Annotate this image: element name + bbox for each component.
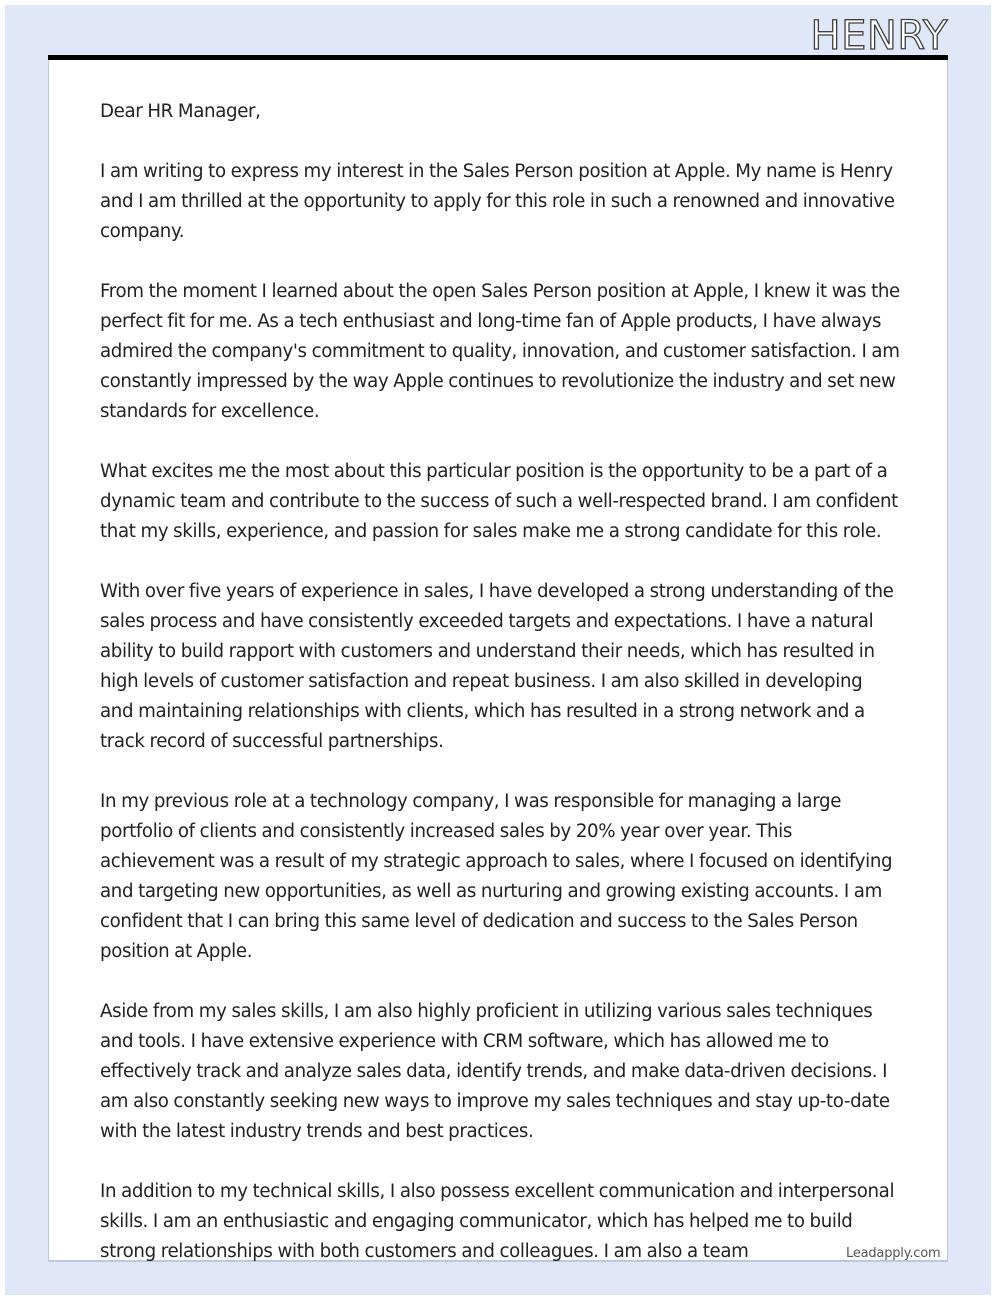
paragraph-6: Aside from my sales skills, I am also highly proficient in utilizing various sales techniques and tools. I have extensive experience with CRM software, which has allowed me to effectively track and analyze sales data, identify trends, and make data-driven decisions. I am also constantly seeking new ways to improve my sales techniques and stay up-to-date with the latest industry trends and best practices.	[100, 1001, 890, 1142]
applicant-name: HENRY	[810, 13, 948, 59]
paragraph-5: In my previous role at a technology company, I was responsible for managing a large portfolio of clients and consistently increased sales by 20% year over year. This achievement was a result of my strategic approach to sales, where I focused on identifying and targeting new opportunities, as well as nurturing and growing existing accounts. I am confident that I can bring this same level of dedication and success to the Sales Person position at Apple.	[100, 791, 893, 962]
letter-body	[100, 97, 900, 1297]
paragraph-2: From the moment I learned about the open Sales Person position at Apple, I knew it was the perfect fit for me. As a tech enthusiast and long-time fan of Apple products, I have always admired the company's commitment to quality, innovation, and customer satisfaction. I am constantly impressed by the way Apple continues to revolutionize the industry and set new standards for excellence.	[100, 281, 900, 422]
paragraph-3: What excites me the most about this particular position is the opportunity to be a part of a dynamic team and contribute to the success of such a well-respected brand. I am confident that my skills, experience, and passion for sales make me a strong candidate for this role.	[100, 461, 898, 542]
greeting: Dear HR Manager,	[100, 101, 261, 122]
paragraph-4: With over five years of experience in sales, I have developed a strong understanding of the sales process and have consistently exceeded targets and expectations. I have a natural ability to build rapport with customers and understand their needs, which has resulted in high levels of customer satisfaction and repeat business. I am also skilled in developing and maintaining relationships with clients, which has resulted in a strong network and a track record of successful partnerships.	[100, 581, 894, 752]
paragraph-1: I am writing to express my interest in the Sales Person position at Apple. My name is Henry and I am thrilled at the opportunity to apply for this role in such a renowned and innovative company.	[100, 161, 895, 242]
paragraph-7: In addition to my technical skills, I also possess excellent communication and interpersonal skills. I am an enthusiastic and engaging communicator, which has helped me to build strong relationships with both customers and colleagues. I am also a team	[100, 1181, 895, 1262]
watermark: Leadapply.com	[846, 1246, 941, 1261]
